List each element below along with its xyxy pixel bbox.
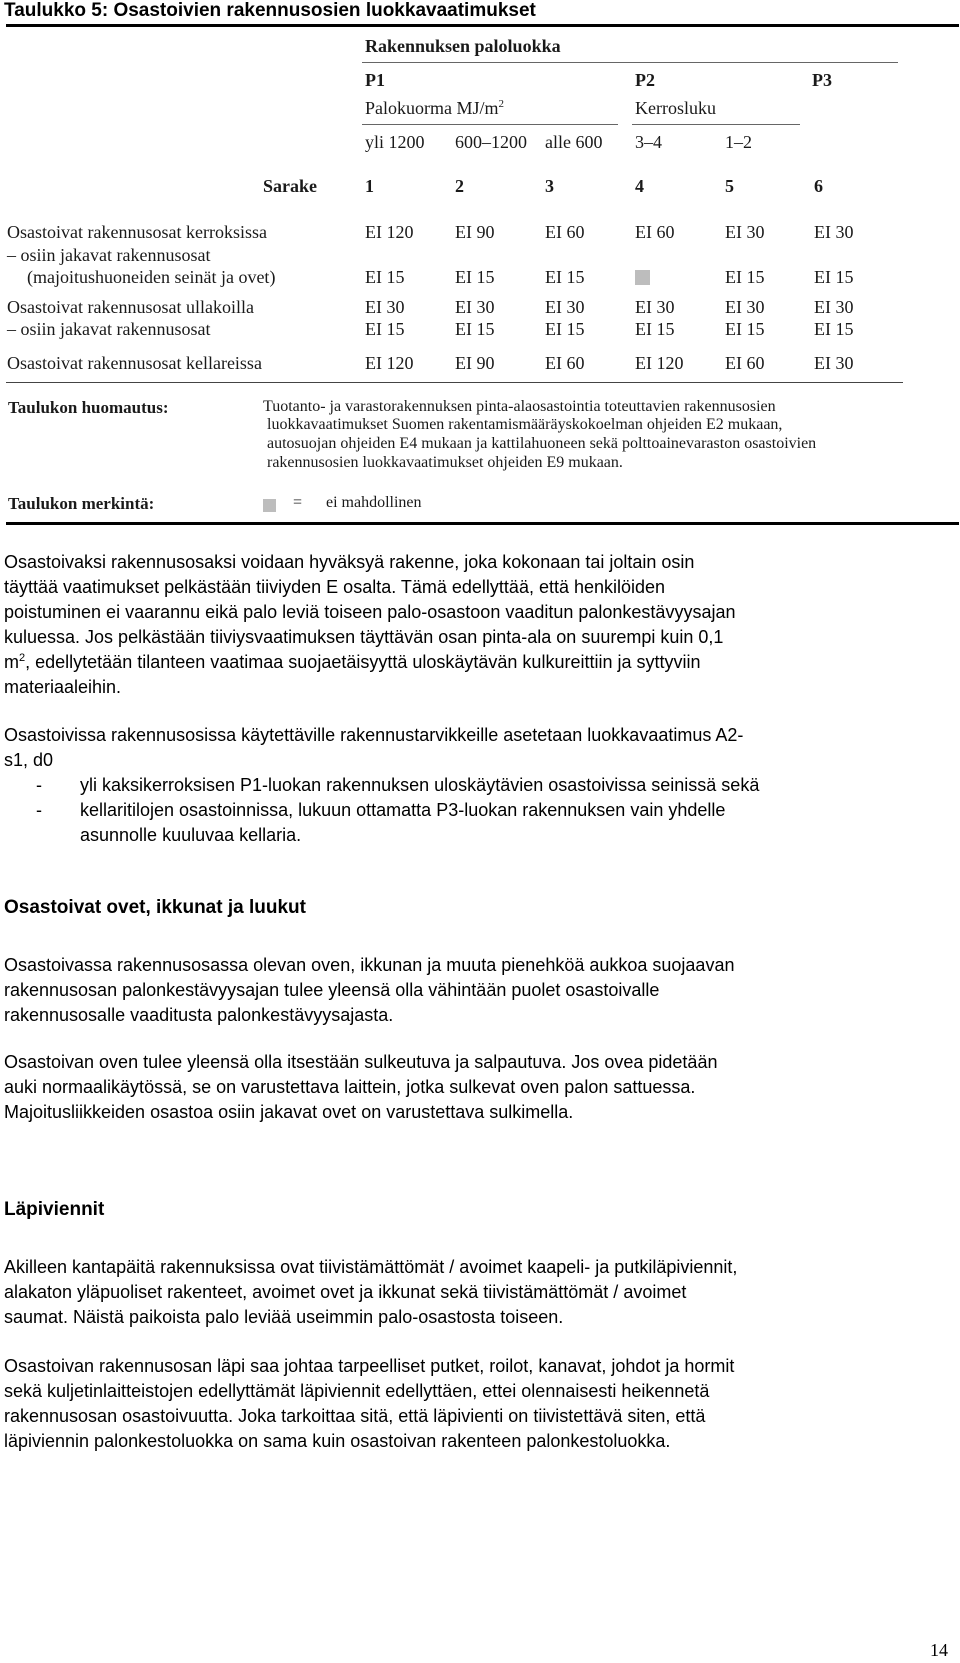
table-cell: EI 30: [635, 297, 675, 317]
range-1: yli 1200: [365, 132, 425, 152]
text-line: $m^2$, edellytetään tilanteen vaatimaa suojaetäisyyttä uloskäytävän kulkureittiin ja syttyviin: [4, 652, 701, 672]
range-3: alle 600: [545, 132, 603, 152]
text-line: kellaritilojen osastoinnissa, lukuun ottamatta P3-luokan rakennuksen vain yhdelle: [80, 800, 726, 820]
title-underline: [362, 62, 898, 63]
table-cell: EI 15: [455, 267, 495, 287]
paragraph-3: [4, 953, 954, 1028]
column-header: 3: [545, 176, 554, 196]
table-cell: EI 60: [725, 353, 765, 373]
note-label: Taulukon huomautus:: [8, 398, 169, 417]
text-line: Akilleen kantapäitä rakennuksissa ovat tiivistämättömät / avoimet kaapeli- ja putkiläpiviennit,: [4, 1257, 738, 1277]
text-line: rakennusosalle vaaditusta palonkestävyysajasta.: [4, 1005, 394, 1025]
text-line: Majoitusliikkeiden osastoa osiin jakavat ovet on varustettava sulkimella.: [4, 1102, 574, 1122]
p1-underline: [362, 124, 618, 125]
class-p3: P3: [812, 70, 832, 90]
marking-text: ei mahdollinen: [326, 494, 422, 511]
text-line: materiaaleihin.: [4, 677, 122, 697]
note-line: autosuojan ohjeiden E4 mukaan ja kattilahuoneen sekä polttoainevaraston osastoivien: [267, 435, 817, 452]
text-line: poistuminen ei vaarannu eikä palo leviä toiseen palo-osastoon vaaditun palonkestävyysajan: [4, 602, 736, 622]
table-cell: EI 15: [725, 319, 765, 339]
paragraph-5: [4, 1255, 954, 1330]
column-label: Sarake: [263, 176, 317, 196]
table-cell: EI 30: [814, 297, 854, 317]
marking-label: Taulukon merkintä:: [8, 494, 155, 513]
column-header: 1: [365, 176, 374, 196]
table-cell: EI 30: [365, 297, 405, 317]
row-label: – osiin jakavat rakennusosat: [7, 245, 211, 265]
table-cell: EI 15: [814, 319, 854, 339]
table-cell: EI 120: [635, 353, 684, 373]
table-cell: EI 15: [545, 267, 585, 287]
range-4: 3–4: [635, 132, 662, 152]
table-cell: EI 60: [545, 222, 585, 242]
table-cell: EI 15: [545, 319, 585, 339]
text-line: saumat. Näistä paikoista palo leviää useimmin palo-osastosta toiseen.: [4, 1307, 564, 1327]
column-header: 4: [635, 176, 644, 196]
table-cell: EI 60: [545, 353, 585, 373]
table-cell: EI 30: [725, 222, 765, 242]
column-header: 5: [725, 176, 734, 196]
text-line: Osastoivassa rakennusosassa olevan oven, ikkunan ja muuta pienehköä aukkoa suojaavan: [4, 955, 735, 975]
table-cell: EI 30: [814, 353, 854, 373]
row-label: Osastoivat rakennusosat kerroksissa: [7, 222, 267, 242]
row-label: (majoitushuoneiden seinät ja ovet): [27, 267, 276, 287]
table-title: Rakennuksen paloluokka: [365, 36, 561, 56]
paragraph-6: [4, 1354, 954, 1454]
paragraph-2: [4, 723, 954, 773]
table-cell: EI 15: [814, 267, 854, 287]
class-p1: P1: [365, 70, 385, 90]
p2-subheader: Kerrosluku: [635, 98, 716, 118]
page-number: 14: [930, 1640, 948, 1660]
table-cell: EI 90: [455, 353, 495, 373]
paragraph-1: [4, 550, 954, 700]
table-cell: EI 30: [725, 297, 765, 317]
table-cell: EI 120: [365, 353, 414, 373]
list-item: [4, 773, 954, 798]
text-line: yli kaksikerroksisen P1-luokan rakennuksen uloskäytävien osastoivissa seinissä sekä: [80, 775, 760, 795]
text-line: kuluessa. Jos pelkästään tiiviysvaatimuksen täyttävän osan pinta-ala on suurempi kuin 0,1: [4, 627, 724, 647]
column-header: 2: [455, 176, 464, 196]
note-line: luokkavaatimukset Suomen rakentamismääräyskokoelman ohjeiden E2 mukaan,: [267, 416, 783, 433]
list-dash: -: [36, 775, 42, 795]
table-cell: EI 15: [455, 319, 495, 339]
table-top-rule: [6, 24, 959, 27]
table-cell: EI 90: [455, 222, 495, 242]
table-body-rule: [6, 382, 903, 383]
text-line: Osastoivan oven tulee yleensä olla itsestään sulkeutuva ja salpautuva. Jos ovea pidetään: [4, 1052, 718, 1072]
table-caption: Taulukko 5: Osastoivien rakennusosien luokkavaatimukset: [4, 0, 536, 21]
text-line: Osastoivaksi rakennusosaksi voidaan hyväksyä rakenne, joka kokonaan tai joltain osin: [4, 552, 695, 572]
text-line: alakaton yläpuoliset rakenteet, avoimet ovet ja ikkunat sekä tiivistämättömät / avoimet: [4, 1282, 687, 1302]
text-line: rakennusosan osastoivuutta. Joka tarkoittaa sitä, että läpivienti on tiivistettävä siten, että: [4, 1406, 706, 1426]
table-cell: EI 30: [545, 297, 585, 317]
table-cell: EI 15: [725, 267, 765, 287]
marking-equals: =: [293, 494, 303, 511]
table-bottom-rule: [6, 522, 959, 525]
table-cell: EI 30: [455, 297, 495, 317]
column-header: 6: [814, 176, 823, 196]
text-line: rakennusosan palonkestävyysajan tulee yleensä olla vähintään puolet osastoivalle: [4, 980, 660, 1000]
not-possible-marker: [635, 268, 650, 289]
table-cell: EI 60: [635, 222, 675, 242]
text-line: Osastoivan rakennusosan läpi saa johtaa tarpeelliset putket, roilot, kanavat, johdot ja hormit: [4, 1356, 735, 1376]
text-line: auki normaalikäytössä, se on varustettava laittein, jotka sulkevat oven palon sattuessa.: [4, 1077, 696, 1097]
text-line: läpiviennin palonkestoluokka on sama kuin osastoivan rakenteen palonkestoluokka.: [4, 1431, 671, 1451]
text-line: täyttää vaatimukset pelkästään tiiviyden E osalta. Tämä edellyttää, että henkilöiden: [4, 577, 666, 597]
text-line: asunnolle kuuluvaa kellaria.: [80, 825, 302, 845]
text-line: s1, d0: [4, 750, 54, 770]
section-heading-doors: Osastoivat ovet, ikkunat ja luukut: [4, 897, 306, 918]
table-cell: EI 15: [365, 319, 405, 339]
note-line: Tuotanto- ja varastorakennuksen pinta-alaosastointia toteuttavien rakennusosien: [263, 398, 776, 415]
row-label: Osastoivat rakennusosat ullakoilla: [7, 297, 254, 317]
text-line: sekä kuljetinlaitteistojen edellyttämät läpiviennit edellyttäen, ettei olennaisesti heikennetä: [4, 1381, 710, 1401]
paragraph-4: [4, 1050, 954, 1125]
class-p2: P2: [635, 70, 655, 90]
not-possible-legend-swatch: [263, 495, 276, 516]
section-heading-penetrations: Läpiviennit: [4, 1199, 105, 1220]
table-cell: EI 120: [365, 222, 414, 242]
table-cell: EI 30: [814, 222, 854, 242]
row-label: – osiin jakavat rakennusosat: [7, 319, 211, 339]
range-5: 1–2: [725, 132, 752, 152]
list-item: [4, 798, 954, 848]
table-cell: EI 15: [365, 267, 405, 287]
row-label: Osastoivat rakennusosat kellareissa: [7, 353, 262, 373]
requirement-list: [4, 773, 954, 848]
table-cell: EI 15: [635, 319, 675, 339]
note-line: rakennusosien luokkavaatimukset ohjeiden E9 mukaan.: [267, 454, 623, 471]
p1-subheader: Palokuorma $MJ/m^2$: [365, 98, 504, 118]
text-line: Osastoivissa rakennusosissa käytettäville rakennustarvikkeille asetetaan luokkavaatimus A2-: [4, 725, 744, 745]
range-2: 600–1200: [455, 132, 527, 152]
list-dash: -: [36, 800, 42, 820]
p2-underline: [632, 124, 800, 125]
